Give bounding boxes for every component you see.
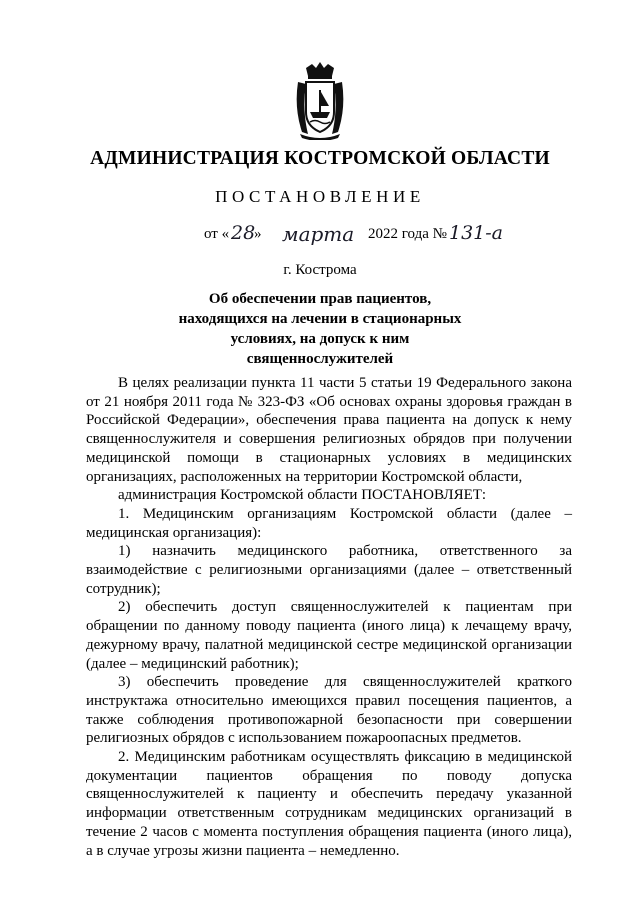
date-day: 28 — [231, 222, 256, 244]
paragraph-item-2: 2. Медицинским работникам осуществлять фиксацию в медицинской документации пациентов обращения по поводу допуска священнослужителей к пациенту и обеспечить передачу указанной информации ответственным сотрудникам медицинских организаций в течение 2 часов с момента поступления обращения пациента (иного лица), а в случае угрозы жизни пациента – немедленно. — [86, 749, 572, 859]
document-number: 131-а — [449, 222, 504, 244]
kostroma-coat-of-arms-icon — [292, 62, 348, 140]
city: г. Кострома — [283, 262, 357, 278]
date-year: 2022 года № — [368, 226, 447, 242]
date-line — [204, 222, 544, 252]
date-prefix: от « — [204, 226, 230, 242]
paragraph-resolves: администрация Костромской области ПОСТАНОВЛЯЕТ: — [118, 487, 487, 504]
document-type: ПОСТАНОВЛЕНИЕ — [215, 187, 425, 206]
paragraph-preamble: В целях реализации пункта 11 части 5 статьи 19 Федерального закона от 21 ноября 2011 года № 323-ФЗ «Об основах охраны здоровья граждан в Российской Федерации», обеспечения права пациента на допуск к нему священнослужителя и совершения религиозных обрядов при получении медицинской помощи в стационарных условиях в медицинских организациях, расположенных на территории Костромской области, — [86, 375, 572, 485]
date-month: марта — [282, 222, 355, 246]
document-title: Об обеспечении прав пациентов, находящихся на лечении в стационарных условиях, на допуск к ним священнослужителей — [178, 291, 462, 367]
document-body — [86, 374, 572, 860]
paragraph-item-1-1: 1) назначить медицинского работника, ответственного за взаимодействие с религиозными организациями (далее – ответственный сотрудник); — [86, 543, 572, 597]
paragraph-item-1-3: 3) обеспечить проведение для священнослужителей краткого инструктажа относительно имеющихся правил посещения пациентов, а также соблюдения противопожарной безопасности при совершении религиозных обрядов с использованием пожароопасных предметов. — [86, 674, 572, 747]
agency-name: АДМИНИСТРАЦИЯ КОСТРОМСКОЙ ОБЛАСТИ — [90, 148, 550, 169]
paragraph-item-1: 1. Медицинским организациям Костромской области (далее – медицинская организация): — [86, 505, 572, 541]
paragraph-item-1-2: 2) обеспечить доступ священнослужителей к пациентам при обращении по данному поводу пациента (иного лица) к лечащему врачу, дежурному врачу, палатной медицинской сестре медицинской организации (далее – медицинский работник); — [86, 599, 572, 672]
date-quote-close: » — [254, 226, 262, 242]
